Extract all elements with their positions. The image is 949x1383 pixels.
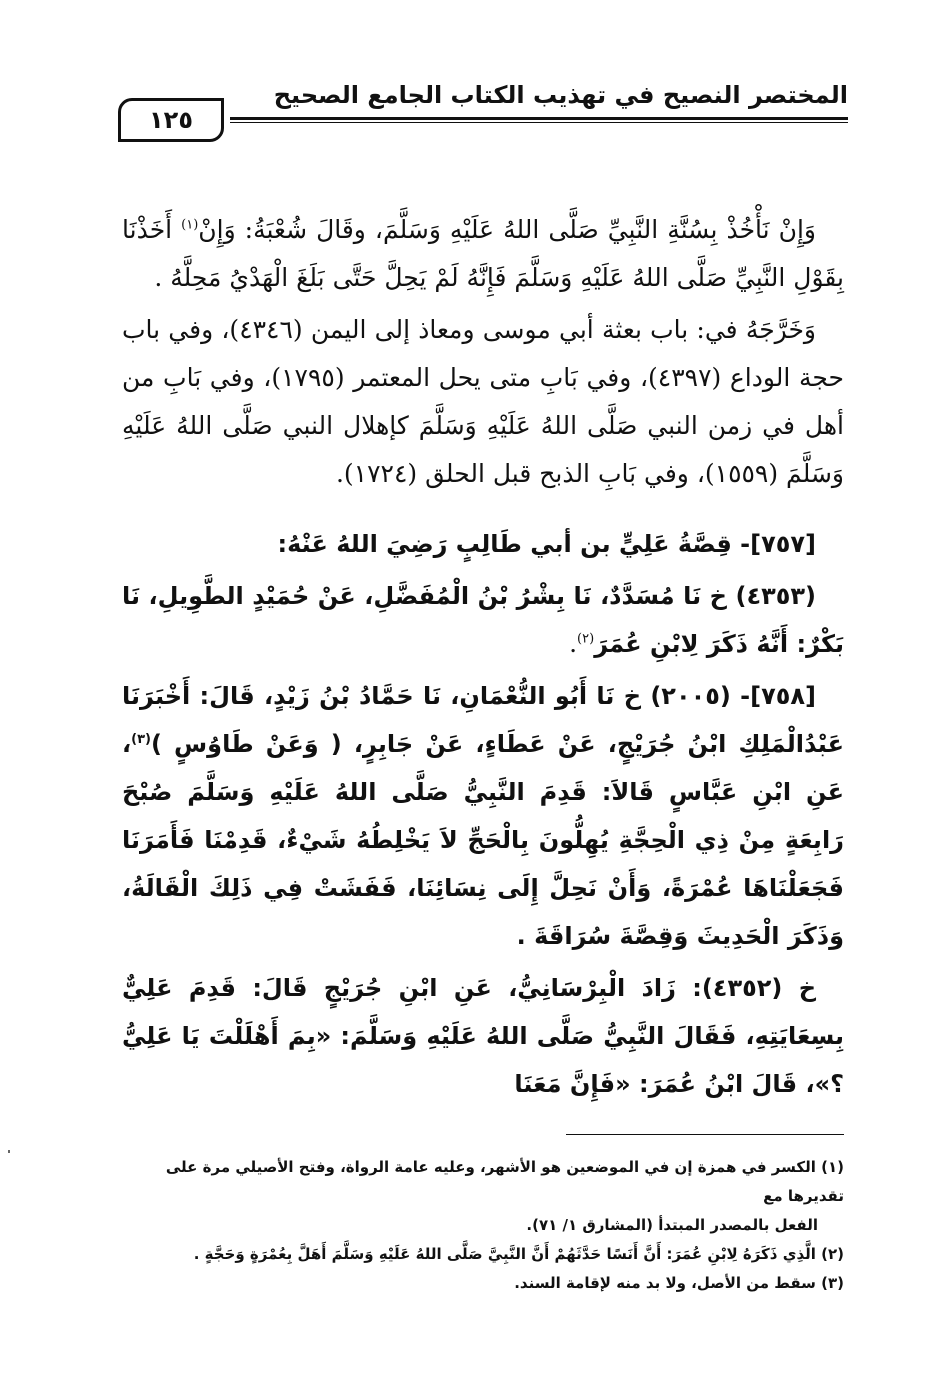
footnote-3: (٣) سقط من الأصل، ولا بد منه لإقامة السند. bbox=[514, 1274, 844, 1292]
paragraph-4352: خ (٤٣٥٢): زَادَ الْبِرْسَانِيُّ، عَنِ ابْنِ جُرَيْجٍ قَالَ: قَدِمَ عَلِيٌّ بِسِعَايَتِهِ، فَقَالَ النَّبِيُّ صَلَّى اللهُ عَلَيْهِ وَسَلَّمَ: «بِمَ أَهْلَلْتَ يَا عَلِيُّ ؟»، قَالَ ابْنُ عُمَرَ: «فَإِنَّ مَعَنَا bbox=[122, 974, 845, 1098]
footnote-ref-1: (١) bbox=[181, 217, 199, 233]
quote-2: «فَإِنَّ مَعَنَا bbox=[514, 1070, 631, 1098]
footnote-1-continuation: الفعل بالمصدر المبتدأ (المشارق ١/ ٧١). bbox=[526, 1216, 818, 1234]
page-number-box bbox=[118, 98, 224, 142]
paragraph-1: وَإِنْ نَأْخُذْ بِسُنَّةِ النَّبِيِّ صَلَّى اللهُ عَلَيْهِ وَسَلَّمَ، وقَالَ شُعْبَةُ: وَإِنْ$^{(١)}$ أَخَذْنَا بِقَوْلِ النَّبِيِّ صَلَّى اللهُ عَلَيْهِ وَسَلَّمَ فَإِنَّهُ لَمْ يَحِلَّ حَتَّى بَلَغَ الْهَدْيُ مَحِلَّهُ . bbox=[122, 215, 844, 292]
footnote-ref-2: (٢) bbox=[577, 631, 595, 647]
main-text bbox=[122, 206, 844, 1108]
footnote-1: (١) الكسر في همزة إن في الموضعين هو الأشهر، وعليه عامة الرواة، وفتح الأصيلي مرة على تقديرها مع bbox=[165, 1158, 844, 1205]
footnotes bbox=[122, 1153, 844, 1298]
paragraph-757: (٤٣٥٣) خ نَا مُسَدَّدٌ، نَا بِشْرُ بْنُ الْمُفَضَّلِ، عَنْ حُمَيْدٍ الطَّوِيلِ، نَا بَكْرٌ: أَنَّهُ ذَكَرَ لِابْنِ عُمَرَ$^{(٢)}$. bbox=[122, 582, 844, 658]
scan-speck bbox=[8, 1150, 10, 1153]
header-rule bbox=[230, 117, 848, 123]
quote-1: «بِمَ أَهْلَلْتَ يَا عَلِيُّ ؟» bbox=[122, 1022, 844, 1098]
footnote-2: (٢) الَّذِي ذَكَرَهُ لِابْنِ عُمَرَ: أَنَّ أَنَسًا حَدَّثَهُمْ أَنَّ النَّبِيَّ صَلَّى اللهُ عَلَيْهِ وَسَلَّمَ أَهَلَّ بِعُمْرَةٍ وَحَجَّةٍ . bbox=[193, 1245, 844, 1263]
paragraph-758: [٧٥٨]- (٢٠٠٥) خ نَا أَبُو النُّعْمَانِ، نَا حَمَّادُ بْنُ زَيْدٍ، قَالَ: أَخْبَرَنَا عَبْدُالْمَلِكِ ابْنُ جُرَيْجٍ، عَنْ عَطَاءٍ، عَنْ جَابِرٍ، ( وَعَنْ طَاوُسٍ )$^{(٣)}$، عَنِ ابْنِ عَبَّاسٍ قَالاَ: قَدِمَ النَّبِيُّ صَلَّى اللهُ عَلَيْهِ وَسَلَّمَ صُبْحَ رَابِعَةٍ مِنْ ذِي الْحِجَّةِ يُهِلُّونَ بِالْحَجِّ لاَ يَخْلِطُهُ شَيْءٌ، قَدِمْنَا فَأَمَرَنَا فَجَعَلْنَاهَا عُمْرَةً، وَأَنْ نَحِلَّ إِلَى نِسَائِنَا، فَفَشَتْ فِي ذَلِكَ الْقَالَةُ، وَذَكَرَ الْحَدِيثَ وَقِصَّةَ سُرَاقَةَ . bbox=[122, 682, 844, 950]
section-heading-757: [٧٥٧]- قِصَّةُ عَلِيٍّ بن أبي طَالِبٍ رَضِيَ اللهُ عَنْهُ: bbox=[277, 530, 816, 558]
running-header bbox=[118, 78, 848, 150]
paragraph-2: وَخَرَّجَهُ في: باب بعثة أبي موسى ومعاذ إلى اليمن (٤٣٤٦)، وفي باب حجة الوداع (٤٣٩٧)، وفي بَابِ متى يحل المعتمر (١٧٩٥)، وفي بَابِ من أهل في زمن النبي صَلَّى اللهُ عَلَيْهِ وَسَلَّمَ كإهلال النبي صَلَّى اللهُ عَلَيْهِ وَسَلَّمَ (١٥٥٩)، وفي بَابِ الذبح قبل الحلق (١٧٢٤). bbox=[122, 315, 844, 488]
footnote-separator bbox=[566, 1134, 844, 1135]
book-title: المختصر النصيح في تهذيب الكتاب الجامع الصحيح bbox=[273, 81, 848, 109]
footnote-ref-3: (٣) bbox=[131, 732, 151, 747]
page-number: ١٢٥ bbox=[149, 106, 193, 134]
